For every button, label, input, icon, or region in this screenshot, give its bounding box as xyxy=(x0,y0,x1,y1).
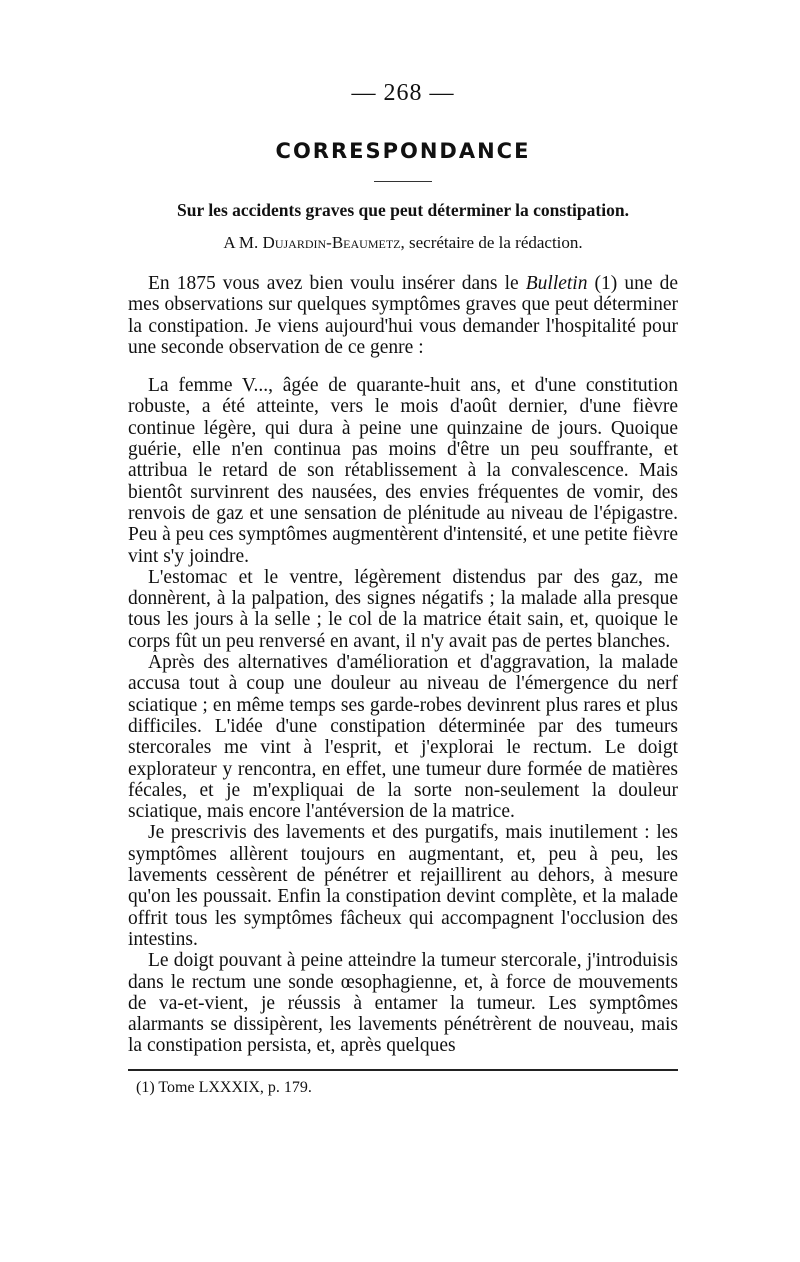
paragraph-5: Je prescrivis des lavements et des purgatifs, mais inutilement : les symptômes allèrent toujours en augmentant, et, peu à peu, les lavements cessèrent de pénétrer et rejaillirent au dehors, à mesure qu'on les poussait. Enfin la constipation devint complète, et la malade offrit tous les symptômes fâcheux qui accompagnent l'occlusion des intestins. xyxy=(128,822,678,950)
section-title: CORRESPONDANCE xyxy=(275,139,531,163)
addressee-line xyxy=(128,233,678,253)
article-body xyxy=(128,273,678,1057)
paragraph-2: La femme V..., âgée de quarante-huit ans, et d'une constitution robuste, a été atteinte, vers le mois d'août dernier, d'une fièvre continue légère, qui dura à peine une quinzaine de jours. Quoique guérie, elle n'en continua pas moins d'être un peu souffrante, et attribua le retard de son rétablissement à la convalescence. Mais bientôt survinrent des nausées, des envies fréquentes de vomir, des renvois de gaz et une sensation de plénitude au niveau de l'épigastre. Peu à peu ces symptômes augmentèrent d'intensité, et une petite fièvre vint s'y joindre. xyxy=(128,375,678,567)
addressee-name: Dujardin-Beaumetz, xyxy=(262,233,405,252)
addressee-prefix: A M. xyxy=(223,233,259,252)
paragraph-6: Le doigt pouvant à peine atteindre la tumeur stercorale, j'introduisis dans le rectum une sonde œsophagienne, et, à force de mouvements de va-et-vient, je réussis à entamer la tumeur. Les symptômes alarmants se dissipèrent, les lavements pénétrèrent de nouveau, mais la constipation persista, et, après quelques xyxy=(128,950,678,1057)
title-divider xyxy=(374,181,432,182)
addressee-role: secrétaire de la rédaction. xyxy=(408,233,583,252)
paragraph-1-before: En 1875 vous avez bien voulu insérer dans le xyxy=(148,273,526,294)
footnote: (1) Tome LXXXIX, p. 179. xyxy=(136,1078,312,1096)
paragraph-4: Après des alternatives d'amélioration et d'aggravation, la malade accusa tout à coup une douleur au niveau de l'émergence du nerf sciatique ; en même temps ses garde-robes devinrent plus rares et plus difficiles. L'idée d'une constipation déterminée par des tumeurs stercorales me vint à l'esprit, et j'explorai le rectum. Le doigt explorateur y rencontra, en effet, une tumeur dure formée de matières fécales, et je m'expliquai de la sorte non-seulement la douleur sciatique, mais encore l'antéversion de la matrice. xyxy=(128,652,678,823)
document-page xyxy=(128,80,678,1097)
paragraph-1 xyxy=(128,273,678,358)
paragraph-3: L'estomac et le ventre, légèrement distendus par des gaz, me donnèrent, à la palpation, des signes négatifs ; la malade alla presque tous les jours à la selle ; le col de la matrice était sain, et, quoique le corps fût un peu renversé en avant, il n'y avait pas de pertes blanches. xyxy=(128,566,678,652)
paragraph-1-after: (1) une de mes observations sur quelques symptômes graves que peut déterminer la constipation. Je viens aujourd'hui vous demander l'hospitalité pour une seconde observation de ce genre : xyxy=(128,273,678,358)
article-title: Sur les accidents graves que peut déterminer la constipation. xyxy=(177,200,629,220)
bulletin-reference: Bulletin xyxy=(525,273,588,294)
footnote-rule xyxy=(128,1069,678,1071)
page-number: — 268 — xyxy=(351,80,455,106)
